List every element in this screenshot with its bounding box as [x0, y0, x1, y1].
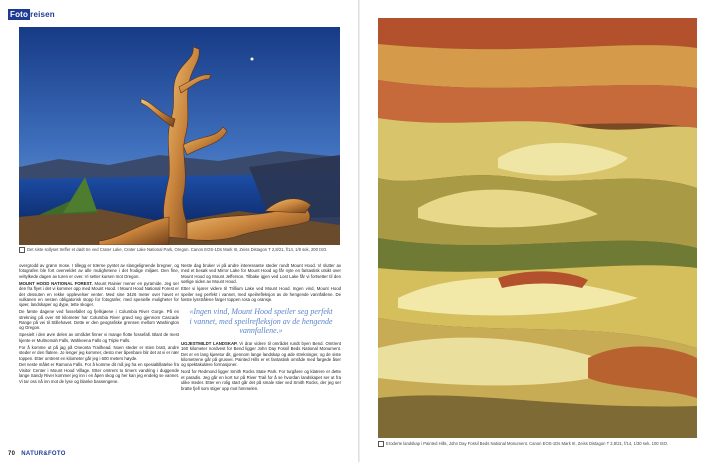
- painted-hills-photo: [378, 18, 697, 438]
- caption-marker-icon: [19, 247, 25, 253]
- painted-hills-illustration: [378, 18, 697, 438]
- paragraph: Spesielt i den øvre delen av området finner vi mange flotte fossefall. Blant de mest kjente er Multnomah Falls, Wahkeena Falls og Triple Falls.: [19, 332, 179, 343]
- crater-lake-photo: [19, 27, 340, 245]
- paragraph: MOUNT HOOD NATIONAL FOREST. Mount Rainier mener en pyramide. Jeg ser den fra flyet i det vi kommer opp med Mount Hood. I Mount Hood National Forest er det dessuten en rekke opplevelser venter. Med sine 3426 meter over havet er vulkanen en nesten obligatorisk stopp for fotografer, med spesielle muligheter for sjøer, landskaper og dype, tette skoger.: [19, 280, 179, 308]
- left-photo-caption: Det siste sollyset treffer et dødt tre ved Crater Lake, Crater Lake National Park, Oregon. Canon EOS-1Ds Mark III, Zeiss Distagon T 2,8/21, f/14, 1/8 sek, 200 ISO.: [19, 247, 340, 253]
- caption-marker-icon: [378, 441, 384, 447]
- magazine-name: NATUR&FOTO: [21, 451, 66, 457]
- article-column-2: [181, 263, 341, 443]
- paragraph: Nord for Redmond ligger Smith Rocks State Park. For turgåere og klatrere er dette et paradis. Jeg går en kort tur på River Trail for å se hvordan landskapet ser ut fra ulike steder. Etter en rolig start går det på smale stier ved Smith Rocks, der jeg ser bratte fjell som stiger opp mot himmelen.: [181, 369, 341, 391]
- pull-quote: «Ingen vind, Mount Hood speiler seg perfekt i vannet, med speilrefleksjon av de hengende vannfallene.»: [189, 307, 333, 336]
- paragraph: Etter vi kjører videre til Trillium Lake ved Mount Hood. Ingen vind, Mount Hood speiler seg perfekt i vannet, med speilrefleksjon av de hengende vannfallene. De første lysstrålene farger toppen rosa og oransje.: [181, 286, 341, 302]
- paragraph: overgrodd av grønn mose. I tillegg er trærne pyntet av slangelignende bregner, og fotografen ble fort overveldet av alle mulighetene i det frodige miljøet. Den fine, veltylkede dagen av turen er over. Vi setter kursen mot Oregon.: [19, 263, 179, 279]
- page-folio: [8, 451, 66, 457]
- right-photo-caption: Eroderte landskap i Painted Hills, John Day Fossil Beds National Monument. Canon EOS-1Ds Mark III, Zeiss Distagon T 2,8/21, f/14, 1/30 sek, 100 ISO.: [378, 441, 697, 447]
- subheading: UGJESTMILDT LANDSKAP.: [181, 340, 238, 346]
- paragraph: De første dagene ved fossefallet og fjellsjøene i Columbia River Gorge. På en strekning på over 60 kilometer har Columbia River gravd seg gjennom Cascade Range på vei til Stillehavet. Dette er den geografiske grensen mellom Washington og Oregon.: [19, 309, 179, 331]
- subheading: MOUNT HOOD NATIONAL FOREST.: [19, 280, 93, 286]
- page-number: 70: [8, 451, 16, 457]
- paragraph: Neste dag bruker vi på andre interessante steder rundt Mount Hood. Vi slutter av med et besøk ved Mirror Lake for Mount Hood og får nyte en fantastisk utsikt over Mount Hood og Mount Jefferson. Tilbake igjen ved Lost Lake får vi fortsetter til den sørlige siden av Mount Hood.: [181, 263, 341, 285]
- paragraph: UGJESTMILDT LANDSKAP. Vi drar videre til området rundt byen Bend. Omtrent 160 kilometer nordvest for Bend ligger John Day Fossil Beds National Monument. Det er en lang kjøretur dit, gjennom lange landskap og øde strekninger, og de siste kilometrene går på grusvei. Painted Hills er et fantastisk område med fargede åser og spektakulære formasjoner.: [181, 340, 341, 368]
- paragraph: Det neste målet er Ramona Falls. For å komme dit må jeg ha en spesialtillatelse fra Visitor Center i Mount Hood Village. Etter omtrent to timers vandring i duggende lange Sandy River kommer jeg inn i en åpen skog og her kan jeg endelig se vannet. Vi tar oss nå inn mot de lyse og blanke bassengene.: [19, 362, 179, 384]
- section-tag: Foto reisen: [10, 10, 55, 19]
- article-column-1: [19, 263, 179, 443]
- crater-lake-illustration: [19, 27, 340, 245]
- paragraph: For å komme ut på jag på Oneonta Trailhead. Noen steder er stien bratt, andre steder er den flatere. Jo lenger jeg kommer, desto mer åpenbare blir det at vi er nær toppen. Etter omtrent en kilometer går jeg i 600 meters høyde.: [19, 344, 179, 361]
